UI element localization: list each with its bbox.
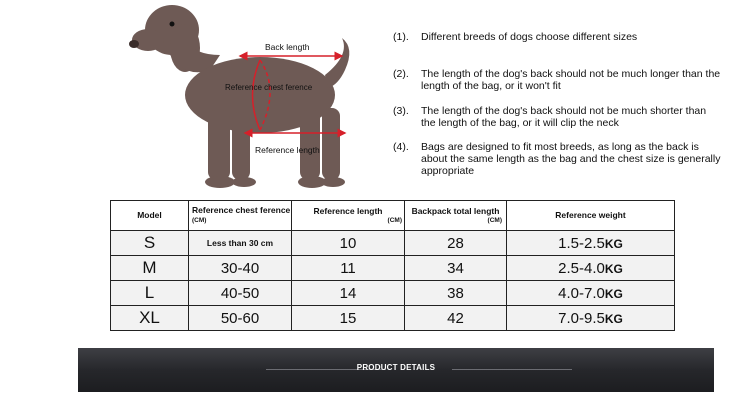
dog-measurement-diagram bbox=[110, 0, 380, 195]
note-1-number: (1). bbox=[393, 31, 409, 43]
weight-unit: KG bbox=[604, 261, 623, 276]
header-backpack: Backpack total length (CM) bbox=[405, 201, 507, 231]
table-row bbox=[111, 256, 675, 281]
reference-length-label: Reference length bbox=[255, 145, 320, 155]
cell-model: S bbox=[111, 231, 189, 256]
header-chest: Reference chest ference (CM) bbox=[189, 201, 292, 231]
cell-chest: 50-60 bbox=[189, 306, 292, 331]
table-row bbox=[111, 231, 675, 256]
cell-chest: 40-50 bbox=[189, 281, 292, 306]
product-details-banner bbox=[78, 348, 714, 392]
cell-weight: 7.0-9.5KG bbox=[507, 306, 675, 331]
cell-model: L bbox=[111, 281, 189, 306]
note-4-text: Bags are designed to fit most breeds, as long as the back is about the same length as the bag and the chest size is generally appropriate bbox=[421, 141, 721, 177]
back-length-label: Back length bbox=[265, 42, 310, 52]
header-model: Model bbox=[111, 201, 189, 231]
note-3-text: The length of the dog's back should not be much shorter than the length of the bag, or it will clip the neck bbox=[421, 105, 707, 129]
note-2-number: (2). bbox=[393, 68, 409, 80]
size-chart-table bbox=[110, 200, 675, 331]
header-backpack-unit: (CM) bbox=[487, 216, 502, 224]
cell-chest: 30-40 bbox=[189, 256, 292, 281]
cell-backpack: 42 bbox=[405, 306, 507, 331]
cell-backpack: 28 bbox=[405, 231, 507, 256]
cell-chest: Less than 30 cm bbox=[189, 231, 292, 256]
cell-length: 15 bbox=[292, 306, 405, 331]
banner-title: PRODUCT DETAILS bbox=[356, 363, 436, 372]
weight-unit: KG bbox=[604, 286, 623, 301]
table-row bbox=[111, 306, 675, 331]
cell-length: 14 bbox=[292, 281, 405, 306]
cell-weight: 2.5-4.0KG bbox=[507, 256, 675, 281]
cell-backpack: 38 bbox=[405, 281, 507, 306]
cell-length: 11 bbox=[292, 256, 405, 281]
chest-label: Reference chest ference bbox=[225, 83, 313, 92]
header-length: Reference length (CM) bbox=[292, 201, 405, 231]
cell-backpack: 34 bbox=[405, 256, 507, 281]
cell-model: XL bbox=[111, 306, 189, 331]
note-3-number: (3). bbox=[393, 105, 409, 117]
header-length-unit: (CM) bbox=[387, 216, 402, 224]
weight-unit: KG bbox=[604, 311, 623, 326]
note-2-text: The length of the dog's back should not be much longer than the length of the bag, or it won't fit bbox=[421, 68, 721, 92]
header-chest-unit: (CM) bbox=[192, 217, 207, 224]
cell-weight: 4.0-7.0KG bbox=[507, 281, 675, 306]
note-1-text: Different breeds of dogs choose different sizes bbox=[421, 31, 638, 43]
dog-silhouette bbox=[129, 5, 349, 188]
note-4-number: (4). bbox=[393, 141, 409, 153]
table-header-row bbox=[111, 201, 675, 231]
dog-eye bbox=[170, 22, 175, 27]
cell-length: 10 bbox=[292, 231, 405, 256]
table-row bbox=[111, 281, 675, 306]
header-weight: Reference weight bbox=[507, 201, 675, 231]
cell-model: M bbox=[111, 256, 189, 281]
weight-unit: KG bbox=[604, 236, 623, 251]
cell-weight: 1.5-2.5KG bbox=[507, 231, 675, 256]
